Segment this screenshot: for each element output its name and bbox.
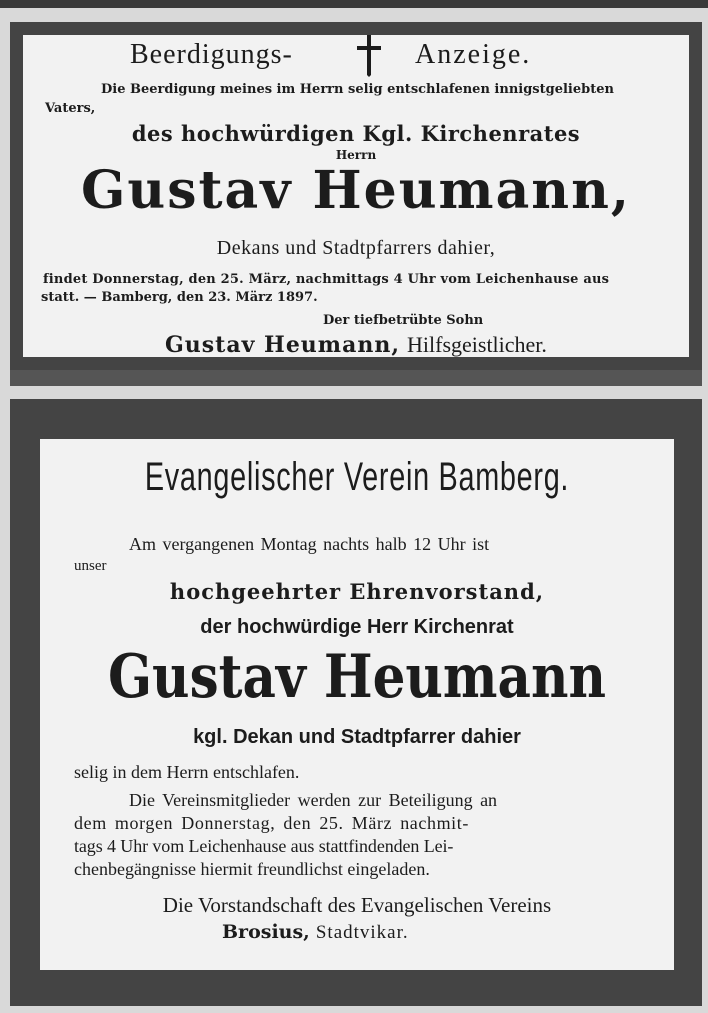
notice1-intro-line1 (101, 83, 677, 96)
notice2-para-line3: tags 4 Uhr vom Leichenhause aus stattfindenden Lei- (74, 836, 454, 856)
notice1-heading-left: Beerdigungs- (130, 39, 293, 70)
notice1-title-line: des hochwürdigen Kgl. Kirchenrates (131, 121, 581, 146)
notice1-office: Dekans und Stadtpfarrers dahier, (216, 237, 496, 259)
notice-divider-band (10, 370, 702, 386)
notice2-para-line2: dem morgen Donnerstag, den 25. März nachmit- (74, 813, 469, 833)
notice2-line4: der hochwürdige Herr Kirchenrat (200, 616, 514, 638)
notice2-signer-title: Stadtvikar. (315, 922, 409, 943)
notice1-date-line1: findet Donnerstag, den 25. März, nachmittags 4 Uhr vom Leichenhause aus (43, 272, 610, 287)
notice1-signer-title: Hilfsgeistlicher. (407, 332, 547, 357)
notice1-date-line2 (41, 291, 318, 304)
notice2-office: kgl. Dekan und Stadtpfarrer dahier (193, 726, 521, 748)
notice1-date-line2-a: statt. — (41, 290, 102, 305)
notice2-line2: unser (74, 558, 107, 574)
notice1-heading-right: Anzeige. (415, 39, 532, 70)
notice1-signer-intro: Der tiefbetrübte Sohn (323, 313, 484, 328)
notice2-heading: Evangelischer Verein Bamberg. (144, 455, 570, 499)
notice2-signature-line: Die Vorstandschaft des Evangelischen Vereins (162, 893, 552, 917)
notice2-signer-name: Brosius, (222, 921, 310, 943)
top-edge-rule (0, 0, 708, 8)
notice2-para-line4: chenbegängnisse hiermit freundlichst eingeladen. (74, 859, 430, 879)
notice1-date-line2-b: den 23. März 1897. (172, 290, 318, 305)
notice2-line1: Am vergangenen Montag nachts halb 12 Uhr ist (129, 534, 490, 554)
notice2-para-line1: Die Vereinsmitglieder werden zur Beteiligung an (129, 790, 498, 810)
notice1-intro-text1: Die Beerdigung meines im Herrn selig entschlafenen innigstgeliebten (101, 82, 614, 97)
notice1-date-place: Bamberg, (101, 290, 173, 305)
cross-icon (356, 35, 382, 77)
notice1-name: Gustav Heumann, (81, 160, 631, 221)
notice1-heading (130, 41, 293, 69)
notice2-name: Gustav Heumann (107, 642, 607, 712)
notice1-herrn: Herrn (335, 148, 377, 162)
notice1-signer-line (165, 334, 547, 357)
notice1-intro-line2 (45, 102, 95, 115)
notice2-line5: selig in dem Herrn entschlafen. (74, 762, 300, 782)
association-notice (40, 439, 674, 970)
notice1-intro-text2: Vaters, (45, 101, 96, 116)
notice2-line3: hochgeehrter Ehrenvorstand, (169, 579, 545, 604)
notice2-signer (222, 923, 409, 942)
funeral-notice (23, 35, 689, 357)
notice1-heading-right-wrap (415, 41, 531, 69)
notice1-signer-name: Gustav Heumann, (165, 332, 400, 358)
